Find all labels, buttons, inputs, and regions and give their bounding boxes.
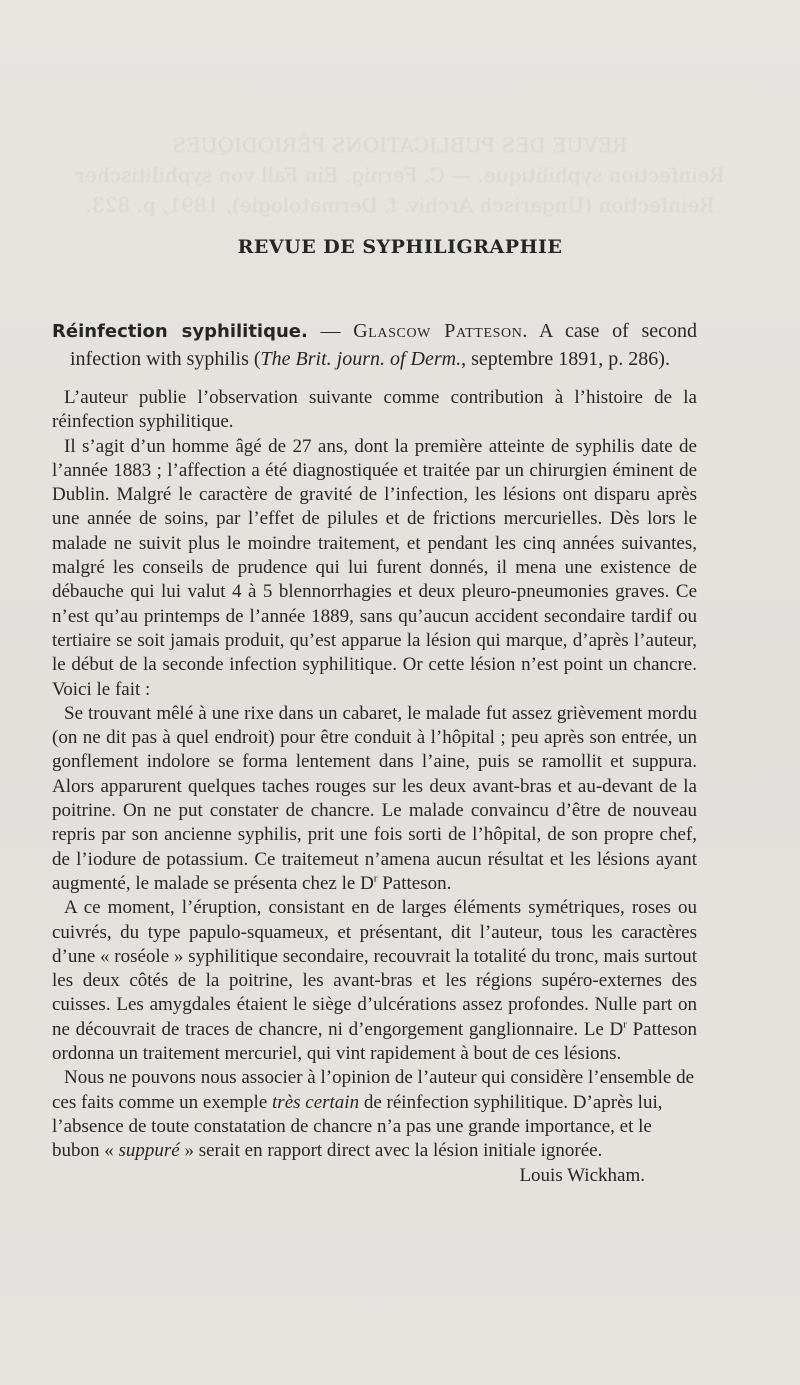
paragraph-5-text: » serait en rapport direct avec la lésion initiale ignorée.: [179, 1140, 603, 1162]
dr-superscript: r: [373, 872, 378, 885]
paragraph-3-text: Se trouvant mêlé à une rixe dans un cabaret, le malade fut assez grièvement mordu (on ne dit pas à quel endroit) pour être conduit à l’hôpital ; peu après son entrée, un gonflement indolore se forma lentement dans l’aine, puis se ramollit et suppura. Alors apparurent quelques taches rouges sur les deux avant-bras et au-devant de la poitrine. On ne put constater de chancre. Le malade convaincu d’être de nouveau repris par son ancienne syphilis, prit une fois sorti de l’hôpital, de son propre chef, de l’iodure de potassium. Ce traitemeut n’amena aucun résultat et les lésions ayant augmenté, le malade se présenta chez le D: [52, 702, 697, 894]
article: [52, 318, 697, 1188]
journal-name: The Brit. journ. of Derm.: [260, 347, 462, 370]
bleed-through-text: [0, 130, 800, 220]
author-signature: Louis Wickham.: [519, 1164, 645, 1186]
heading-dash: —: [307, 320, 354, 342]
paragraph-1: L’auteur publie l’observation suivante comme contribution à l’histoire de la réinfection syphilitique.: [52, 387, 697, 433]
paragraph-5-text: de réinfection syphilitique. D’après lui, l’absence de toute constatation de chancre n’a pas une grande importance, et le bubon «: [52, 1091, 663, 1162]
article-title-end: , septembre 1891, p. 286).: [461, 347, 670, 370]
dr-superscript: r: [623, 1018, 627, 1031]
bleed-line: Reinfection (Ungarisch Archiv. f. Dermatologie), 1891, p. 823.: [85, 193, 715, 217]
paragraph-5-text: Nous ne pouvons nous associer à l’opinion de l’auteur qui considère l’ensemble de ces faits comme un exemple: [52, 1067, 695, 1113]
article-title-start: . A case of second infection with syphilis (: [70, 320, 697, 370]
article-keyword: Réinfection syphilitique.: [52, 321, 308, 342]
emphasis-tres-certain: très certain: [272, 1091, 360, 1113]
emphasis-suppure: suppuré: [118, 1140, 180, 1162]
bleed-line: REVUE DES PUBLICATIONS PÉRIODIQUES: [172, 133, 628, 157]
paragraph-4-text: A ce moment, l’éruption, consistant en de larges éléments symétriques, roses ou cuivrés, du type papulo-squameux, et présentant, dit l’auteur, tous les caractères d’une « roséole » syphilitique secondaire, recouvrait la totalité du tronc, mais surtout les deux côtés de la poitrine, les avant-bras et les régions supéro-externes des cuisses. Les amygdales étaient le siège d’ulcérations assez profondes. Nulle part on ne découvrait de traces de chancre, ni d’engorgement ganglionnaire. Le D: [52, 897, 697, 1040]
paragraph-4: [52, 896, 697, 1066]
article-heading: [52, 318, 697, 372]
paragraph-3-end: Patteson.: [377, 872, 452, 894]
paragraph-4-end: Patteson ordonna un traitement mercuriel, qui vint rapidement à bout de ces lésions.: [52, 1018, 697, 1065]
paragraph-5: [52, 1066, 697, 1186]
paragraph-3: [52, 702, 697, 896]
section-title: REVUE DE SYPHILIGRAPHIE: [237, 236, 563, 258]
paragraph-2: Il s’agit d’un homme âgé de 27 ans, dont la première atteinte de syphilis date de l’année 1883 ; l’affection a été diagnostiquée et traitée par un chirurgien éminent de Dublin. Malgré le caractère de gravité de l’infection, les lésions ont disparu après une année de soins, par l’effet de pilules et de frictions mercurielles. Dès lors le malade ne suivit plus le moindre traitement, et pendant les cinq années suivantes, malgré les conseils de prudence qui lui furent donnés, il mena une existence de débauche qui lui valut 4 à 5 blennorrhagies et deux pleuro-pneumonies graves. Ce n’est qu’au printemps de l’année 1889, sans qu’aucun accident secondaire tardif ou tertiaire se soit jamais produit, qu’est apparue la lésion qui marque, d’après l’auteur, le début de la seconde infection syphilitique. Or cette lésion n’est point un chancre. Voici le fait :: [52, 435, 697, 700]
article-author: Glascow Patteson: [353, 320, 523, 342]
bleed-line: Reinfection syphilitique. — C. Fernig. Ein Fall von syphilitischer: [75, 163, 725, 187]
